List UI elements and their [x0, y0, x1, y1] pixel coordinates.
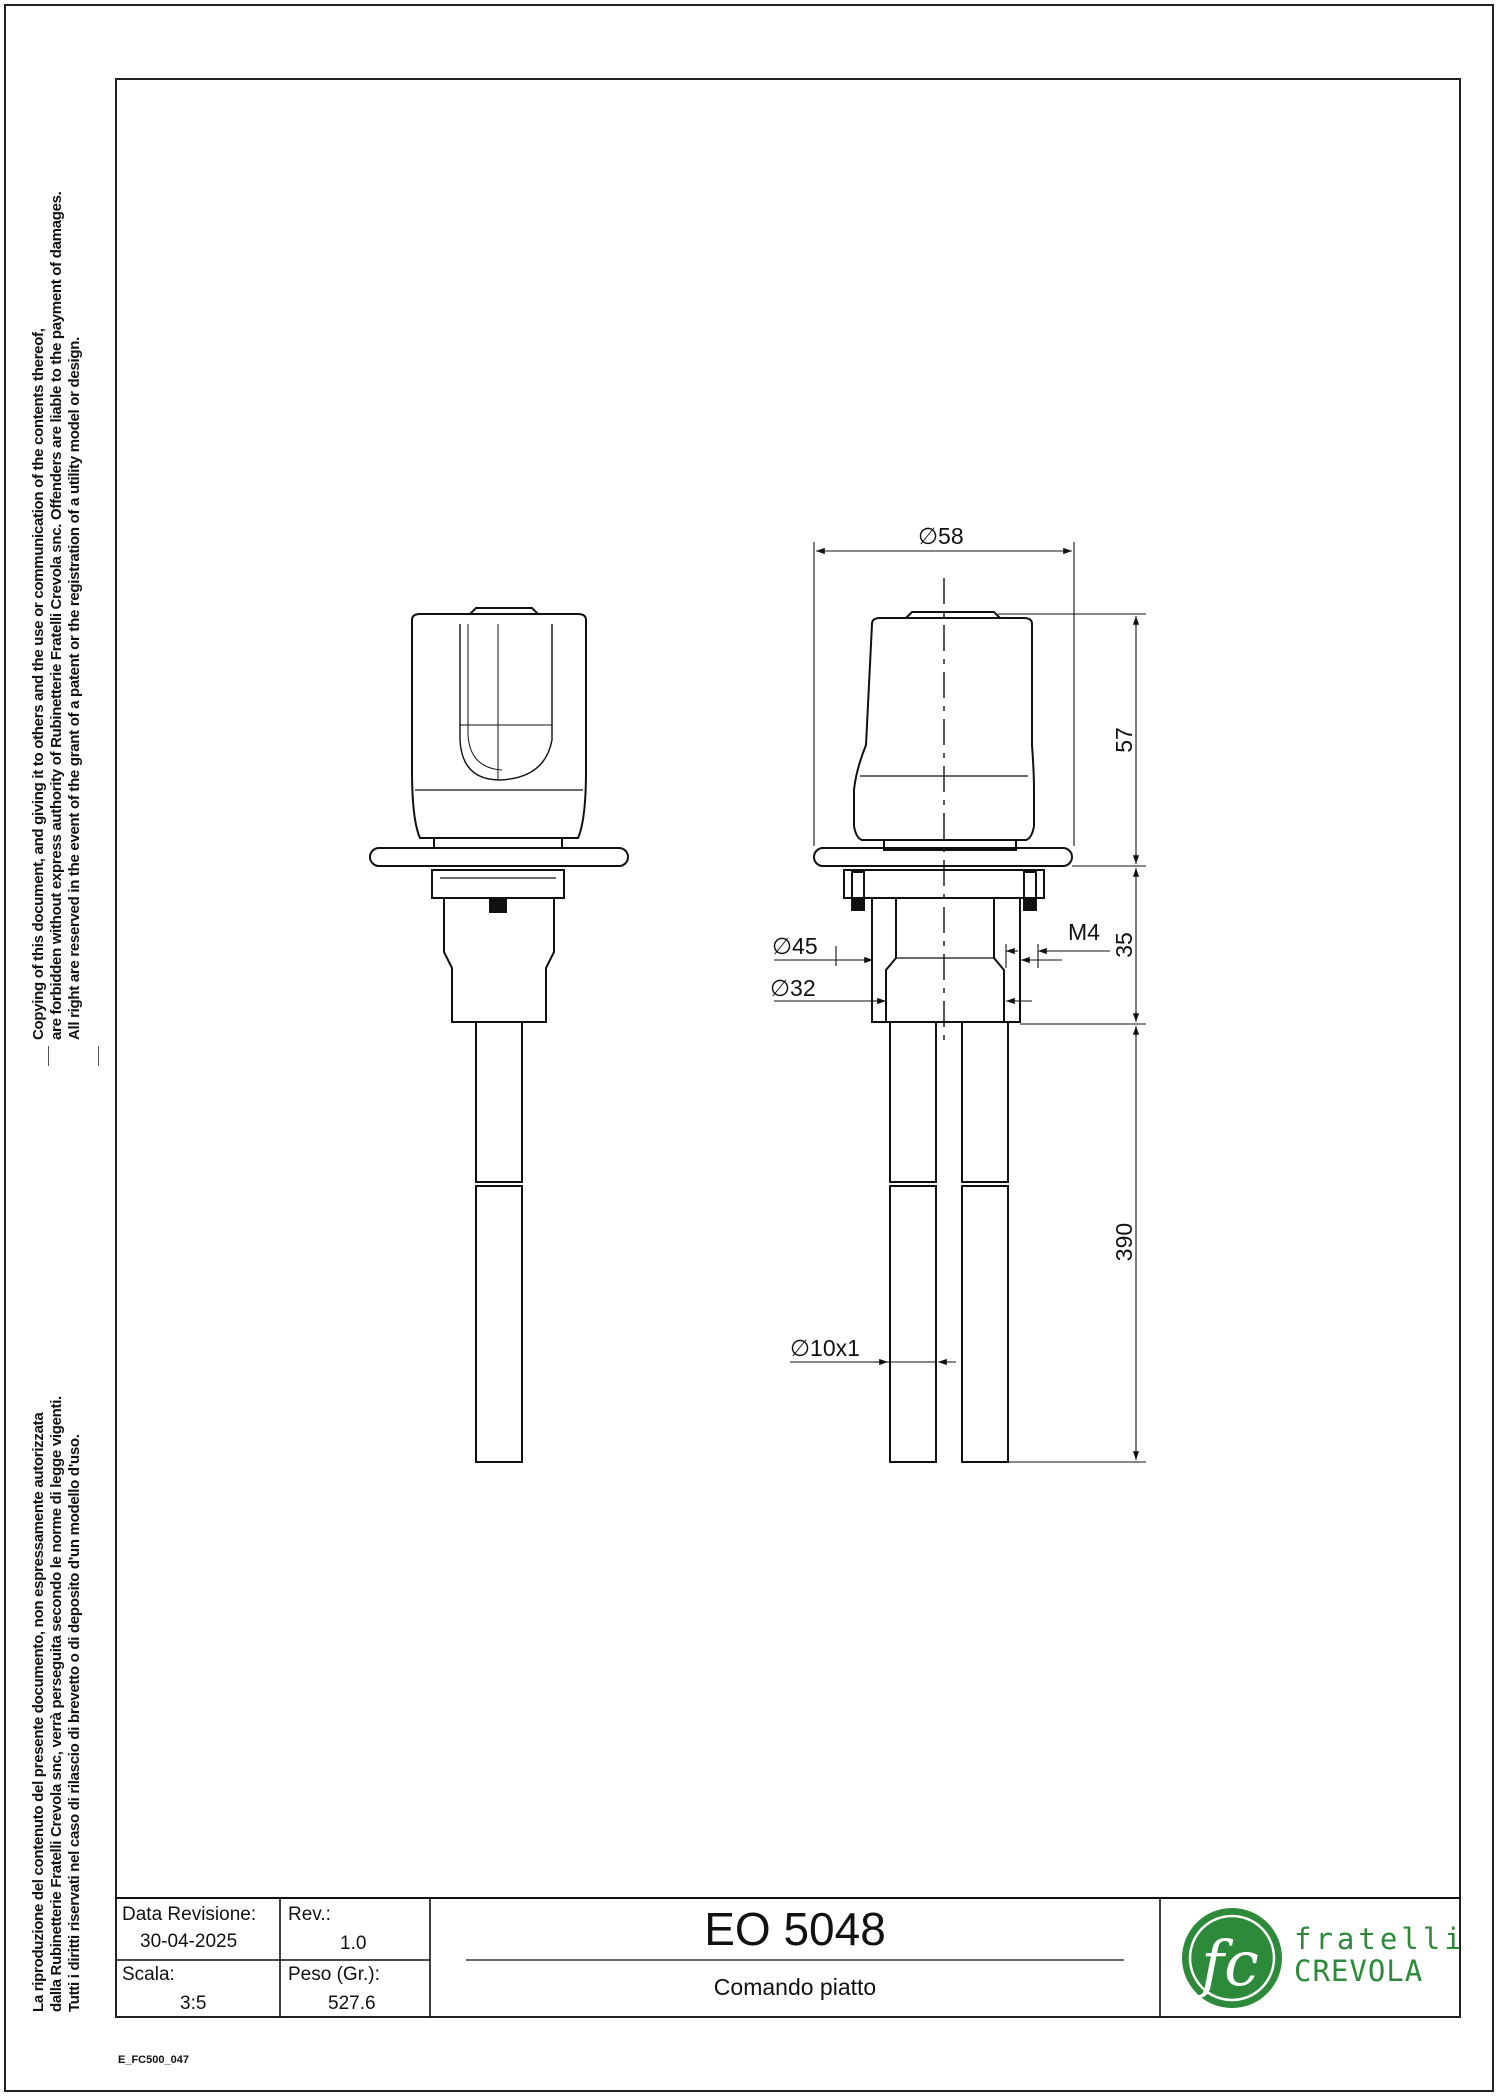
- rev-label: Rev.:: [288, 1904, 331, 1925]
- screw-left-head: [852, 898, 864, 910]
- pipe-right-lower: [962, 1186, 1008, 1462]
- spindle-upper: [476, 1022, 522, 1182]
- logo-line-2: CREVOLA: [1294, 1954, 1424, 1988]
- nut: [432, 870, 564, 898]
- legal-line: dalla Rubinetterie Fratelli Crevola snc, verrà perseguita secondo le norme di legge vigenti.: [48, 1396, 65, 2012]
- dim-h390: 390: [1111, 1222, 1137, 1262]
- revision-date-label: Data Revisione:: [122, 1904, 257, 1925]
- product-name: Comando piatto: [713, 1974, 877, 2000]
- product-code: EO 5048: [704, 1903, 886, 1955]
- dim-d58: ∅58: [918, 523, 964, 549]
- dim-d32: ∅32: [770, 975, 816, 1001]
- front-view: [814, 578, 1072, 1462]
- cartridge-step: [994, 898, 1004, 1022]
- handle-recess-inner: [468, 624, 502, 770]
- legal-line: are forbidden without express authority of Rubinetterie Fratelli Crevola snc. Offenders are liable to the payment of damages.: [48, 191, 65, 1040]
- dim-m4: M4: [1068, 919, 1100, 945]
- pipe-left-lower: [890, 1186, 936, 1462]
- legal-line: All right are reserved in the event of the grant of a patent or the registration of a utility model or design.: [66, 337, 83, 1040]
- dimension-labels: [770, 523, 1137, 1361]
- document-code: E_FC500_047: [118, 2054, 189, 2066]
- cartridge-body: [444, 898, 554, 1022]
- cartridge-step: [886, 898, 896, 1022]
- dimensions: [774, 542, 1146, 1462]
- dim-d45: ∅45: [772, 933, 818, 959]
- screw: [490, 898, 506, 912]
- scale-value: 3:5: [180, 1993, 207, 2014]
- handle-base: [434, 838, 562, 848]
- logo-line-1: fratelli: [1294, 1922, 1466, 1956]
- handle-body: [412, 614, 586, 838]
- rev-value: 1.0: [340, 1933, 367, 1954]
- scale-label: Scala:: [122, 1964, 175, 1985]
- screw-right-head: [1024, 898, 1036, 910]
- pipe-right-upper: [962, 1022, 1008, 1182]
- weight-value: 527.6: [328, 1993, 376, 2014]
- handle-recess: [460, 624, 552, 780]
- legal-line: Tutti i diritti riservati nel caso di rilascio di brevetto o di deposito d'un modello d'uso.: [66, 1434, 83, 2012]
- legal-line: La riproduzione del contenuto del presente documento, non espressamente autorizzata: [30, 1412, 47, 2012]
- spindle-lower: [476, 1186, 522, 1462]
- dim-h35: 35: [1111, 932, 1137, 958]
- side-view: [370, 608, 628, 1462]
- logo-monogram: fc: [1201, 1927, 1259, 2000]
- weight-label: Peso (Gr.):: [288, 1964, 380, 1985]
- rosette: [370, 848, 628, 866]
- revision-date-value: 30-04-2025: [140, 1931, 238, 1952]
- company-logo: [1182, 1908, 1282, 2008]
- dim-d10x1: ∅10x1: [790, 1335, 860, 1361]
- pipe-left-upper: [890, 1022, 936, 1182]
- dim-h57: 57: [1111, 727, 1137, 753]
- legal-line: Copying of this document, and giving it to others and the use or communication of the contents thereof,: [30, 328, 47, 1040]
